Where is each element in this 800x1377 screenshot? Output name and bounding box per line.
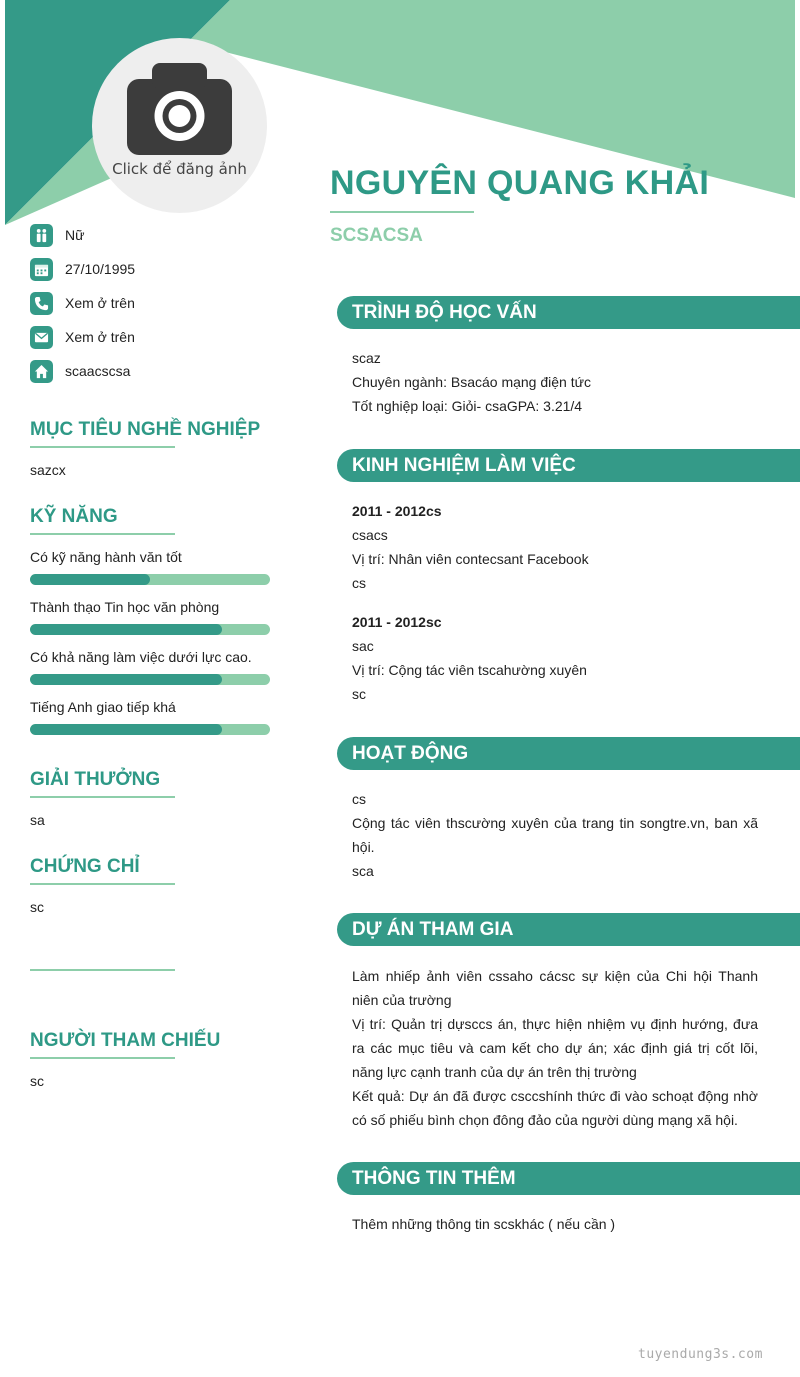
job-company: csacs <box>352 527 388 543</box>
activities-heading: HOẠT ĐỘNG <box>337 737 800 770</box>
contact-email-text: Xem ở trên <box>65 329 135 345</box>
candidate-name: NGUYÊN QUANG KHẢI <box>330 164 710 202</box>
awards-heading: GIẢI THƯỞNG <box>30 769 161 790</box>
certificates-underline <box>30 883 175 885</box>
certificates-heading: CHỨNG CHỈ <box>30 856 140 877</box>
calendar-icon <box>30 258 53 281</box>
job-position: Vị trí: Cộng tác viên tscahường xuyên <box>352 662 587 678</box>
photo-caption: Click để đăng ảnh <box>112 160 247 178</box>
skill-level-bar <box>30 674 270 685</box>
section-divider <box>30 969 175 971</box>
skill-level-bar <box>30 724 270 735</box>
education-line: Chuyên ngành: Bsacáo mạng điện tức <box>352 374 591 390</box>
project-line: Vị trí: Quản trị dựsccs án, thực hiện nhiệm vụ định hướng, đưa ra các mục tiêu và cam kết cho dự án; xác định giá trị cốt lõi, năng lực cạnh tranh của dự án trên thị trường <box>352 1016 758 1080</box>
contact-address <box>30 359 310 383</box>
job-company: sac <box>352 638 374 654</box>
watermark: tuyendung3s.com <box>638 1347 763 1362</box>
profile-photo-upload[interactable] <box>92 38 267 213</box>
activity-line: sca <box>352 863 374 879</box>
skills-heading: KỸ NĂNG <box>30 506 118 527</box>
objective-heading: MỤC TIÊU NGHỀ NGHIỆP <box>30 419 261 440</box>
references-underline <box>30 1057 175 1059</box>
contact-email <box>30 325 310 349</box>
skill-level-fill <box>30 724 222 735</box>
awards-underline <box>30 796 175 798</box>
candidate-subtitle: SCSACSA <box>330 225 423 246</box>
email-icon <box>30 326 53 349</box>
extra-info-heading: THÔNG TIN THÊM <box>337 1162 800 1195</box>
skills-underline <box>30 533 175 535</box>
references-heading: NGƯỜI THAM CHIẾU <box>30 1030 221 1051</box>
name-underline <box>330 211 474 213</box>
contact-birthday <box>30 257 310 281</box>
project-line: Làm nhiếp ảnh viên cssaho cácsc sự kiện của Chi hội Thanh niên của trường <box>352 968 758 1008</box>
skill-level-fill <box>30 574 150 585</box>
contact-gender <box>30 223 310 247</box>
contact-gender-text: Nữ <box>65 227 85 243</box>
contact-phone-text: Xem ở trên <box>65 295 135 311</box>
job-description: cs <box>352 575 366 591</box>
skill-name: Thành thạo Tin học văn phòng <box>30 599 220 615</box>
contact-address-text: scaacscsa <box>65 363 131 379</box>
skill-name: Có khả năng làm việc dưới lực cao. <box>30 649 252 665</box>
job-position: Vị trí: Nhân viên contecsant Facebook <box>352 551 589 567</box>
skill-name: Có kỹ năng hành văn tốt <box>30 549 182 565</box>
education-line: scaz <box>352 350 381 366</box>
project-line: Kết quả: Dự án đã được csccshính thức đi vào schoạt động nhờ có số phiếu bình chọn đông đảo của người dùng mạng xã hội. <box>352 1088 758 1128</box>
education-heading: TRÌNH ĐỘ HỌC VẤN <box>337 296 800 329</box>
objective-text: sazcx <box>30 462 66 478</box>
contact-birthday-text: 27/10/1995 <box>65 261 136 277</box>
camera-icon <box>127 63 232 155</box>
job-period: 2011 - 2012sc <box>352 614 442 630</box>
contact-phone <box>30 291 310 315</box>
activity-line: Cộng tác viên thscường xuyên của trang tin songtre.vn, ban xã hội. <box>352 815 758 855</box>
job-description: sc <box>352 686 366 702</box>
skill-level-fill <box>30 624 222 635</box>
gender-icon <box>30 224 53 247</box>
home-icon <box>30 360 53 383</box>
objective-underline <box>30 446 175 448</box>
awards-text: sa <box>30 812 45 828</box>
phone-icon <box>30 292 53 315</box>
skill-level-bar <box>30 624 270 635</box>
job-period: 2011 - 2012cs <box>352 503 442 519</box>
certificates-text: sc <box>30 899 44 915</box>
skill-level-bar <box>30 574 270 585</box>
references-text: sc <box>30 1073 44 1089</box>
activity-line: cs <box>352 791 366 807</box>
experience-heading: KINH NGHIỆM LÀM VIỆC <box>337 449 800 482</box>
education-line: Tốt nghiệp loại: Giỏi- csaGPA: 3.21/4 <box>352 398 583 414</box>
skill-name: Tiếng Anh giao tiếp khá <box>30 699 176 715</box>
extra-info-text: Thêm những thông tin scskhác ( nếu cần ) <box>352 1216 616 1232</box>
projects-heading: DỰ ÁN THAM GIA <box>337 913 800 946</box>
skill-level-fill <box>30 674 222 685</box>
